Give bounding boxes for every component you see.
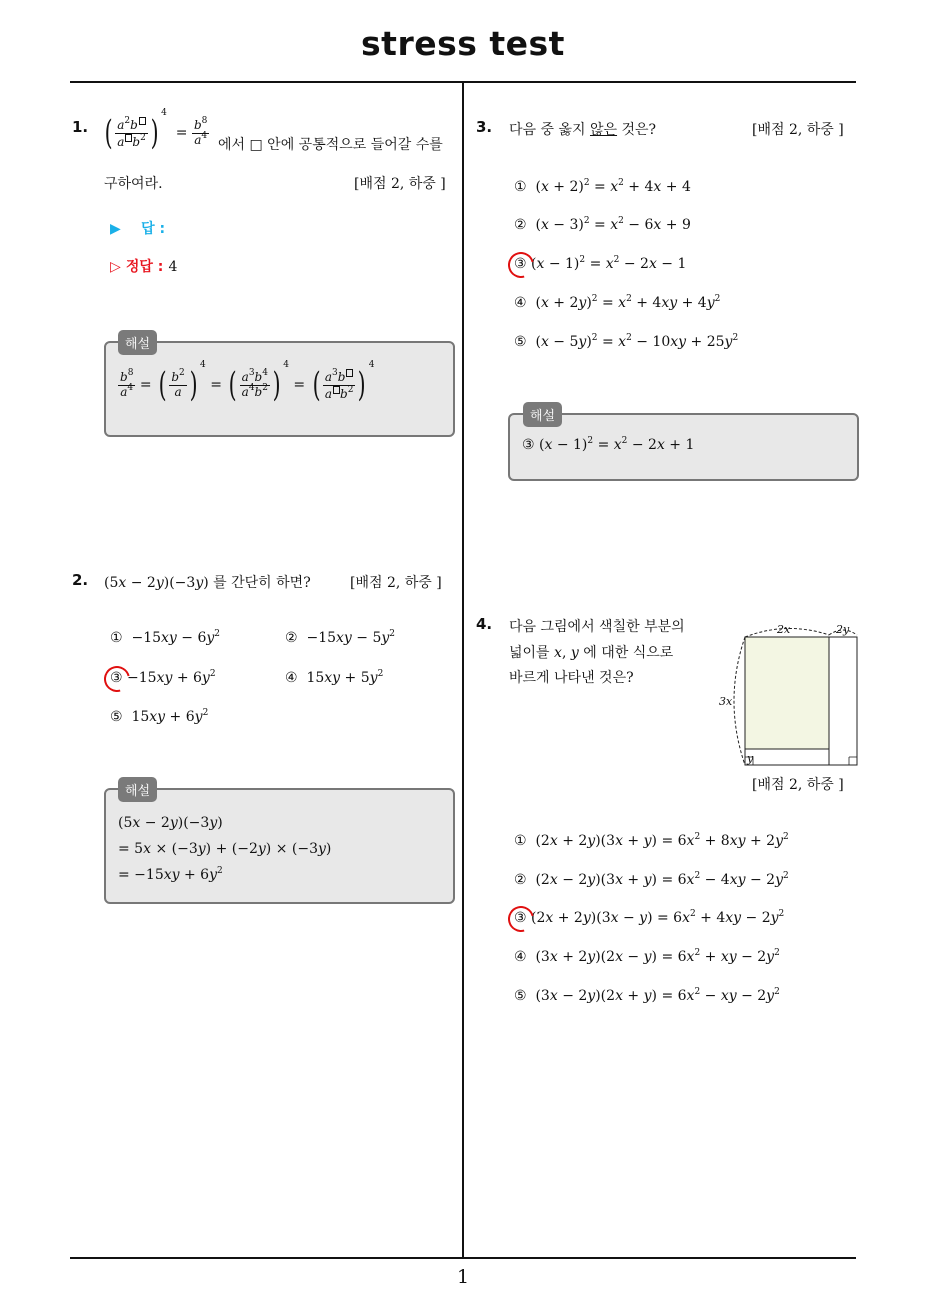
q4-label-bottom: y <box>747 752 754 765</box>
q3-option-4[interactable]: ④ $(x + 2y)^2 = x^2 + 4xy + 4y^2$ <box>514 294 721 311</box>
q1-answer-label: 답 : <box>141 221 166 237</box>
q4-score: [배점 2, 하중 ] <box>752 777 844 793</box>
page-title: stress test <box>361 24 565 63</box>
q2-question: (5x − 2y)(−3y) 를 간단히 하면? <box>104 575 311 591</box>
q2-explanation-tag: 해설 <box>118 777 157 802</box>
q1-score: [배점 2, 하중 ] <box>354 176 446 192</box>
q3-option-5[interactable]: ⑤ $(x - 5y)^2 = x^2 - 10xy + 25y^2$ <box>514 333 739 350</box>
q4-option-4[interactable]: ④ $(3x + 2y)(2x - y) = 6x^2$ + xy − $2y^2$ <box>514 948 780 965</box>
q4-selected-mark-icon <box>503 901 539 937</box>
q2-option-2[interactable]: ② $-15xy - 5y^2$ <box>285 629 396 646</box>
q3-option-3[interactable]: ③ $(x - 1)^2 = x^2 - 2x - 1$ <box>514 255 687 272</box>
q4-option-3[interactable]: ③ $(2x + 2y)(3x - y) = 6x^2 + 4xy - 2y^2$ <box>514 909 785 926</box>
q3-score: [배점 2, 하중 ] <box>752 122 844 138</box>
q4-label-top-right: 2y <box>836 623 850 636</box>
q1-equation: ( $\frac{a^2b}{a b^2}$ ) $^4$ = $\frac{b^8}{a^4}$ <box>104 108 208 153</box>
q3-selected-mark-icon <box>503 247 539 283</box>
q2-score: [배점 2, 하중 ] <box>350 575 442 591</box>
q1-explanation-math: $\frac{b^8}{a^4}$ = ( $\frac{b^2}{a}$ ) $^4$ = ( $\frac{a^3b^4}{a^4b^2}$ ) $^4$ = ( $\frac{a^3b}{a b^2}$ ) $^4$ <box>120 360 375 405</box>
q4-bottom-strip <box>745 749 829 765</box>
q2-option-5[interactable]: ⑤ $15xy + 6y^2$ <box>110 708 209 725</box>
answer-arrow-icon: ▶ <box>110 221 121 237</box>
q3-option-1[interactable]: ① $(x + 2)^2 = x^2 + 4x + 4$ <box>514 178 691 195</box>
q1-text: 에서 □ 안에 공통적으로 들어갈 수를 <box>218 137 443 153</box>
q4-option-5[interactable]: ⑤ $(3x - 2y)(2x + y) = 6x^2$ − xy − $2y^2$ <box>514 987 780 1004</box>
q2-explanation-math: (5x − 2y)(−3y) = 5x × (−3y) + (−2y) × (−3y) = $-15xy + 6y^2$ <box>118 815 332 883</box>
q1-answer-row <box>110 218 165 238</box>
column-divider <box>462 83 464 1259</box>
q4-right-strip <box>829 637 857 765</box>
q2-option-1[interactable]: ① $-15xy - 6y^2$ <box>110 629 221 646</box>
q3-number: 3. <box>476 118 493 136</box>
q1-explanation-tag: 해설 <box>118 330 157 355</box>
q1-correct-row <box>110 256 177 276</box>
q2-selected-mark-icon <box>99 661 135 697</box>
q2-text: 를 간단히 하면? <box>213 575 311 591</box>
q2-number: 2. <box>72 571 89 589</box>
q2-option-3[interactable]: ③ $-15xy + 6y^2$ <box>110 669 216 686</box>
q3-explanation-tag: 해설 <box>523 402 562 427</box>
q4-line2: 넓이를 x, y 에 대한 식으로 <box>509 645 674 661</box>
q4-line3: 바르게 나타낸 것은? <box>509 670 634 686</box>
q4-line1: 다음 그림에서 색칠한 부분의 <box>509 619 685 635</box>
q1-number: 1. <box>72 118 89 136</box>
footer-rule <box>70 1257 856 1259</box>
q4-shaded-region <box>745 637 829 749</box>
q3-option-2[interactable]: ② $(x - 3)^2 = x^2 - 6x + 9$ <box>514 216 691 233</box>
q4-option-1[interactable]: ① $(2x + 2y)(3x + y) = 6x^2 + 8xy + 2y^2$ <box>514 832 789 849</box>
q4-option-2[interactable]: ② $(2x - 2y)(3x + y) = 6x^2 - 4xy - 2y^2$ <box>514 871 789 888</box>
q4-label-top-left: 2x <box>777 623 791 636</box>
q1-text-line2: 구하여라. <box>104 176 163 192</box>
q1-correct-label: 정답 : <box>125 259 164 275</box>
q4-label-left: 3x <box>719 695 733 708</box>
q3-explanation-math: ③ $(x - 1)^2 = x^2 - 2x + 1$ <box>522 436 695 453</box>
q3-text: 다음 중 옳지 않은 것은? <box>509 122 657 138</box>
q4-figure <box>715 617 865 772</box>
q2-option-4[interactable]: ④ $15xy + 5y^2$ <box>285 669 384 686</box>
q1-correct-value: 4 <box>168 259 178 275</box>
q4-number: 4. <box>476 615 493 633</box>
correct-arrow-icon: ▷ <box>110 259 121 275</box>
q3-underlined-word: 않은 <box>589 122 618 138</box>
page-number: 1 <box>456 1266 470 1288</box>
